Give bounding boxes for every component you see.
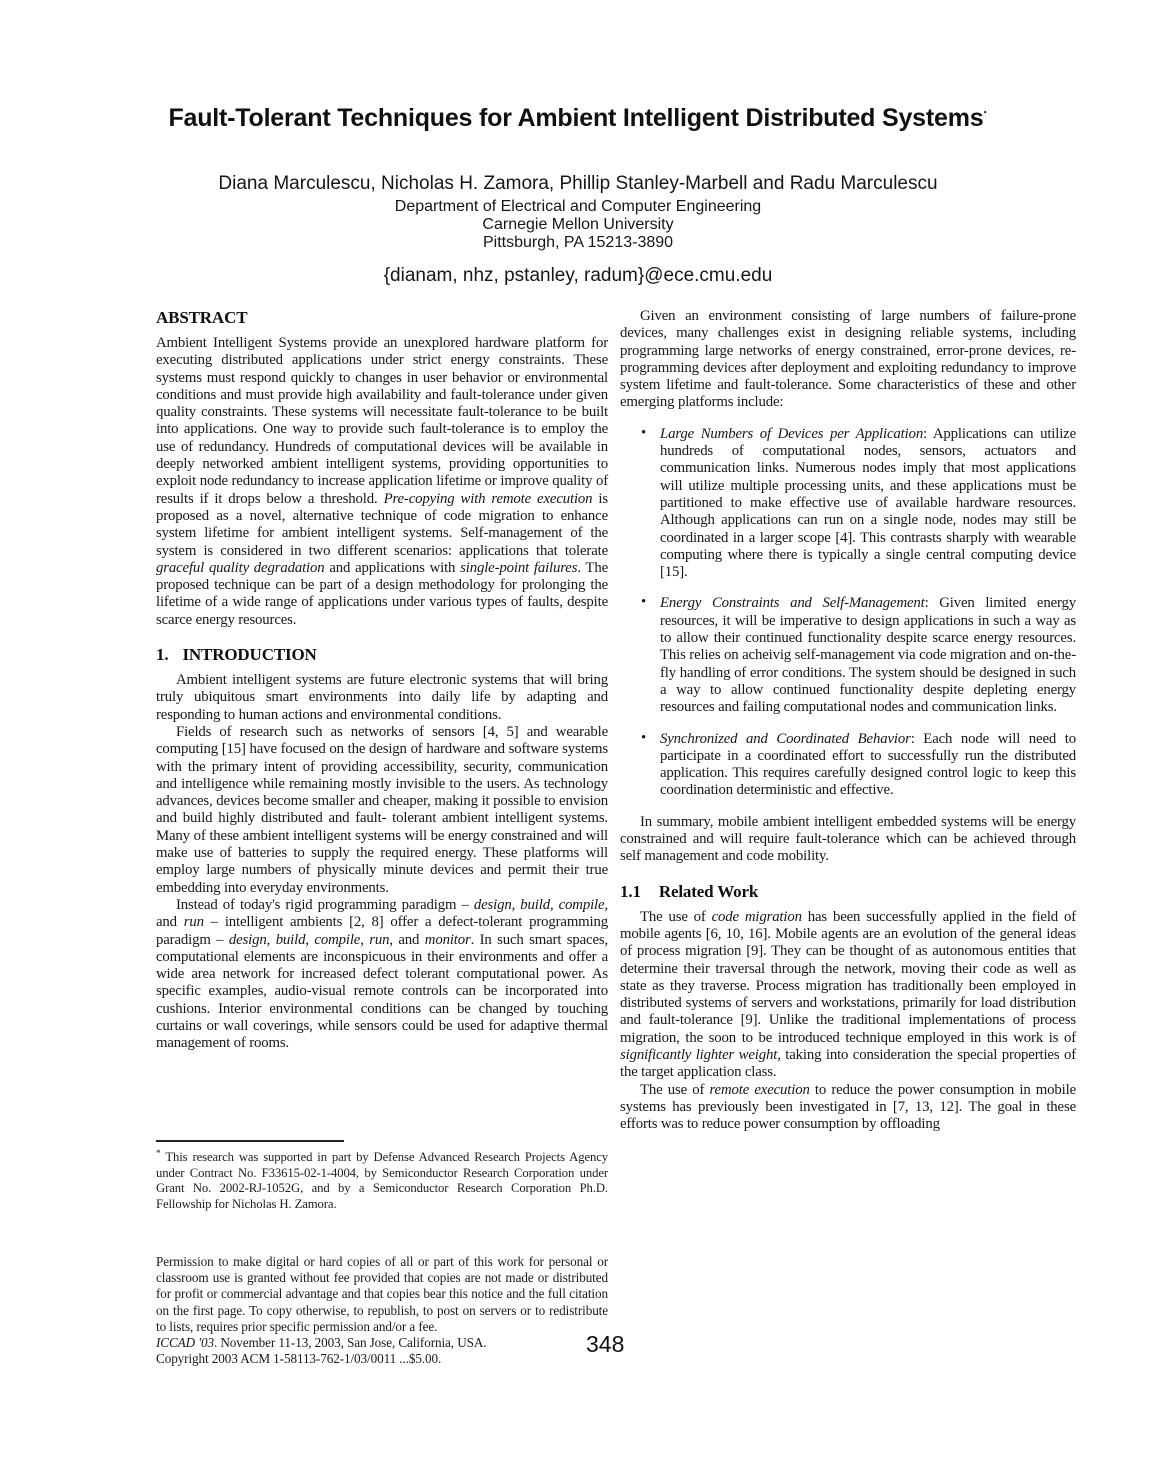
list-item: • Large Numbers of Devices per Application: Applications can utilize hundreds of computational nodes, sensors, actuators and communication links. Numerous nodes imply that most applications will utilize multiple processing units, and these applications must be partitioned to make effective use of available hardware resources. Although applications can run on a single node, nodes may still be coordinated in a larger scope [4]. This contrasts sharply with wearable computing where there is typically a single central computing device [15].	[641, 424, 1076, 581]
introduction-heading	[156, 645, 608, 665]
list-item: • Synchronized and Coordinated Behavior: Each node will need to participate in a coordinated effort to successfully run the distributed application. This requires carefully designed control logic to keep this coordination deterministic and effective.	[641, 729, 1076, 799]
authors-line: Diana Marculescu, Nicholas H. Zamora, Phillip Stanley-Marbell and Radu Marculescu	[218, 173, 938, 194]
right-column	[620, 308, 1076, 1133]
page-title	[40, 104, 1116, 133]
list-item: • Energy Constraints and Self-Management: Given limited energy resources, it will be imperative to design applications in such a way as to allow their continued functionality despite scarce energy resources. This relies on acheivig self-management via code migration and on-the-fly handling of error conditions. The system should be designed in such a way to allow continued functionality despite depleting energy resources and failing computational nodes and communication links.	[641, 594, 1076, 716]
bullet-icon: •	[641, 594, 647, 611]
footnote-block	[156, 1140, 608, 1213]
related-work-paragraphs	[620, 909, 1076, 1134]
title-text: Fault-Tolerant Techniques for Ambient Intelligent Distributed Systems	[168, 104, 984, 132]
copyright-line: Copyright 2003 ACM 1-58113-762-1/03/0011 ...$5.00.	[156, 1351, 442, 1367]
paragraph: Ambient intelligent systems are future electronic systems that will bring truly ubiquitous smart environments into daily life by adapting and responding to human actions and environmental conditions.	[156, 672, 608, 723]
paragraph: Fields of research such as networks of sensors [4, 5] and wearable computing [15] have focused on the design of hardware and software systems with the primary intent of providing accessibility, security, communication and intelligence while remaining mostly invisible to the users. As technology advances, devices become smaller and cheaper, making it possible to envision and build highly distributed and fault- tolerant ambient intelligent systems. Many of these ambient intelligent systems will be energy constrained and will make use of batteries to supply the required energy. These platforms will employ large numbers of physically minute devices and permit their true embedding into everyday environments.	[156, 723, 608, 896]
summary-paragraph: In summary, mobile ambient intelligent embedded systems will be energy constrained and will require fault-tolerance which can be achieved through self management and code mobility.	[620, 813, 1076, 865]
lead-paragraph: Given an environment consisting of large numbers of failure-prone devices, many challenges exist in designing reliable systems, including programming large networks of energy constrained, error-prone devices, re-programming devices after deployment and exploiting redundancy to improve system lifetime and fault-tolerance. Some characteristics of these and other emerging platforms include:	[620, 308, 1076, 411]
permission-text: Permission to make digital or hard copies of all or part of this work for personal or classroom use is granted without fee provided that copies are not made or distributed for profit or commercial advantage and that copies bear this notice and the full citation on the first page. To copy otherwise, to republish, to post on servers or to redistribute to lists, requires prior specific permission and/or a fee.	[156, 1254, 608, 1334]
section-label: INTRODUCTION	[182, 645, 317, 665]
bullet-icon: •	[641, 424, 647, 441]
paper-header	[0, 0, 1156, 287]
introduction-paragraphs	[156, 672, 608, 1053]
title-footnote-mark: ·	[983, 104, 988, 120]
email-line: {dianam, nhz, pstanley, radum}@ece.cmu.edu	[383, 265, 773, 286]
abstract-paragraph: Ambient Intelligent Systems provide an unexplored hardware platform for executing distributed applications under strict energy constraints. These systems must respond quickly to changes in user behavior or environmental conditions and must provide high availability and fault-tolerance under given quality constraints. These systems will necessitate fault-tolerance to be built into applications. One way to provide such fault-tolerance is to employ the use of redundancy. Hundreds of computational devices will be available in deeply networked ambient intelligent systems, providing opportunities to exploit node redundancy to increase application lifetime or improve quality of results if it drops below a threshold. Pre-copying with remote execution is proposed as a novel, alternative technique of code migration to enhance system lifetime for ambient intelligent systems. Self-management of the system is considered in two different scenarios: applications that tolerate graceful quality degradation and applications with single-point failures. The proposed technique can be part of a design methodology for prolonging the lifetime of a wide range of applications under various types of faults, despite scarce energy resources.	[156, 335, 608, 628]
page-number: 348	[586, 1331, 625, 1357]
permission-block	[156, 1254, 608, 1367]
bullet-icon: •	[641, 729, 647, 746]
section-number: 1.1	[620, 881, 641, 901]
paragraph: The use of code migration has been successfully applied in the field of mobile agents [6, 10, 16]. Mobile agents are an evolution of the general ideas of process migration [9]. They can be thought of as autonomous entities that determine their traversal through the network, moving their code as well as state as they traverse. Process migration has traditionally been employed in distributed systems of servers and workstations, primarily for load distribution and fault-tolerance [9]. Unlike the traditional implementations of process migration, the soon to be introduced technique employed in this work is of significantly lighter weight, taking into consideration the special properties of the target application class.	[620, 908, 1076, 1081]
affiliation-university: Carnegie Mellon University	[482, 216, 674, 233]
affiliation-address: Pittsburgh, PA 15213-3890	[482, 234, 674, 251]
paragraph: The use of remote execution to reduce the power consumption in mobile systems has previously been investigated in [7, 13, 12]. The goal in these efforts was to reduce power consumption by offloading	[620, 1081, 1076, 1133]
abstract-heading: ABSTRACT	[156, 308, 248, 327]
footnote-divider	[156, 1140, 344, 1142]
platform-characteristics-list	[620, 426, 1076, 800]
footnote-text: * This research was supported in part by Defense Advanced Research Projects Agency under Contract No. F33615-02-1-4004, by Semiconductor Research Corporation under Grant No. 2002-RJ-1052G, and by a Semiconductor Research Corporation Ph.D. Fellowship for Nicholas H. Zamora.	[156, 1149, 608, 1212]
section-number: 1.	[156, 645, 169, 665]
section-label: Related Work	[658, 881, 759, 901]
conference-line: ICCAD '03. November 11-13, 2003, San Jose, California, USA.	[156, 1335, 487, 1351]
related-work-heading	[620, 882, 1076, 902]
paragraph: Instead of today's rigid programming paradigm – design, build, compile, and run – intelligent ambients [2, 8] offer a defect-tolerant programming paradigm – design, build, compile, run, and monitor. In such smart spaces, computational elements are inconspicuous in their environments and offer a wide area network for increased defect tolerant computational power. As specific examples, audio-visual remote controls can be incorporated into cushions. Interior environmental conditions can be changed by touching curtains or wall coverings, while sensors could be used for adaptive thermal management of rooms.	[156, 896, 609, 1052]
left-column	[156, 308, 608, 1053]
affiliation-department: Department of Electrical and Computer Engineering	[394, 198, 762, 215]
